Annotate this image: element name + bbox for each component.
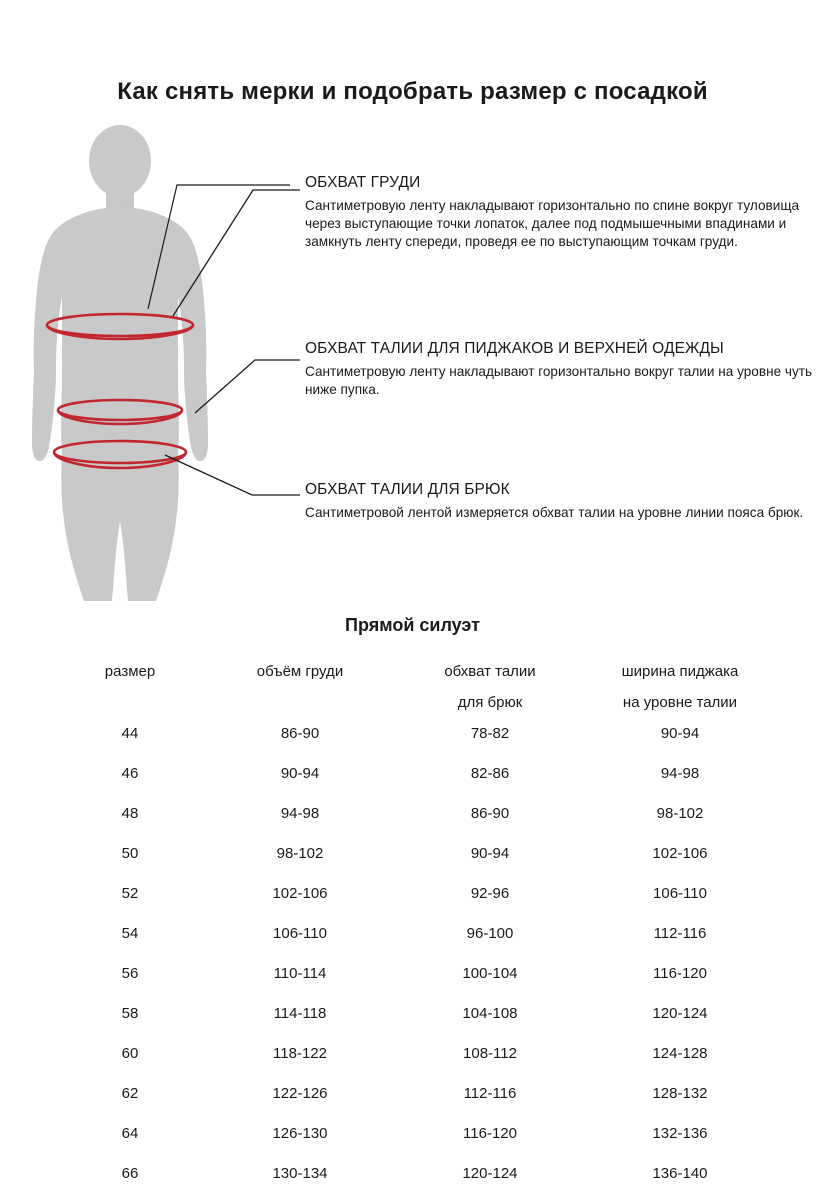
annotation-waist-trousers-text: Сантиметровой лентой измеряется обхват талии на уровне линии пояса брюк. bbox=[305, 505, 804, 520]
cell-waist: 104-108 bbox=[462, 1004, 518, 1022]
cell-waist: 90-94 bbox=[470, 844, 510, 862]
cell-chest: 94-98 bbox=[280, 804, 320, 822]
cell-jacket-width: 120-124 bbox=[652, 1004, 708, 1022]
size-table-header-row bbox=[55, 663, 775, 713]
cell-size: 46 bbox=[121, 764, 139, 782]
cell-jacket-width: 132-136 bbox=[652, 1124, 708, 1142]
header-waist bbox=[395, 663, 585, 713]
table-row bbox=[55, 1033, 775, 1073]
cell-size: 64 bbox=[121, 1124, 139, 1142]
size-table bbox=[55, 663, 775, 1193]
cell-chest: 102-106 bbox=[272, 884, 328, 902]
cell-size: 62 bbox=[121, 1084, 139, 1102]
annotation-waist-jacket-text: Сантиметровую ленту накладывают горизонтально вокруг талии на уровне чуть ниже пупка. bbox=[305, 364, 813, 398]
table-row bbox=[55, 833, 775, 873]
annotation-waist-jacket bbox=[305, 340, 815, 399]
cell-size: 50 bbox=[121, 844, 139, 862]
cell-chest: 110-114 bbox=[273, 964, 327, 982]
header-jacket-width-label: ширина пиджака bbox=[621, 663, 739, 680]
body-figure bbox=[20, 125, 290, 605]
cell-waist: 92-96 bbox=[470, 884, 510, 902]
cell-jacket-width: 102-106 bbox=[652, 844, 708, 862]
table-row bbox=[55, 873, 775, 913]
cell-waist: 78-82 bbox=[470, 724, 510, 742]
cell-chest: 98-102 bbox=[276, 844, 324, 862]
annotation-waist-trousers bbox=[305, 481, 805, 522]
cell-chest: 114-118 bbox=[273, 1004, 327, 1022]
cell-waist: 108-112 bbox=[463, 1044, 517, 1062]
annotation-chest-text: Сантиметровую ленту накладывают горизонтально по спине вокруг туловища через выступающие точки лопаток, далее под подмышечными впадинами и замкнуть ленту спереди, проведя ее по выступающим точкам груди. bbox=[305, 198, 800, 250]
size-table-body bbox=[55, 713, 775, 1193]
annotation-waist-jacket-heading: ОБХВАТ ТАЛИИ ДЛЯ ПИДЖАКОВ И ВЕРХНЕЙ ОДЕЖДЫ bbox=[305, 340, 724, 357]
size-table-head bbox=[55, 663, 775, 713]
cell-size: 52 bbox=[121, 884, 139, 902]
cell-jacket-width: 136-140 bbox=[652, 1164, 708, 1182]
annotation-waist-trousers-heading: ОБХВАТ ТАЛИИ ДЛЯ БРЮК bbox=[305, 481, 510, 498]
cell-size: 66 bbox=[121, 1164, 139, 1182]
cell-chest: 126-130 bbox=[272, 1124, 328, 1142]
cell-chest: 106-110 bbox=[273, 924, 327, 942]
table-row bbox=[55, 1073, 775, 1113]
cell-waist: 86-90 bbox=[470, 804, 510, 822]
header-waist-label: обхват талии bbox=[444, 663, 536, 680]
table-row bbox=[55, 1113, 775, 1153]
cell-jacket-width: 116-120 bbox=[653, 964, 707, 982]
cell-chest: 90-94 bbox=[280, 764, 320, 782]
cell-waist: 82-86 bbox=[470, 764, 510, 782]
cell-jacket-width: 106-110 bbox=[653, 884, 707, 902]
cell-waist: 100-104 bbox=[462, 964, 518, 982]
cell-waist: 96-100 bbox=[466, 924, 514, 942]
cell-jacket-width: 98-102 bbox=[656, 804, 704, 822]
cell-size: 56 bbox=[121, 964, 139, 982]
table-row bbox=[55, 993, 775, 1033]
header-chest bbox=[205, 663, 395, 713]
table-row bbox=[55, 753, 775, 793]
cell-waist: 120-124 bbox=[462, 1164, 518, 1182]
cell-chest: 86-90 bbox=[280, 724, 320, 742]
table-row bbox=[55, 793, 775, 833]
cell-jacket-width: 128-132 bbox=[652, 1084, 708, 1102]
cell-jacket-width: 94-98 bbox=[660, 764, 700, 782]
cell-chest: 118-122 bbox=[273, 1044, 327, 1062]
cell-size: 54 bbox=[121, 924, 139, 942]
table-row bbox=[55, 913, 775, 953]
header-size-label: размер bbox=[104, 663, 156, 680]
header-size bbox=[55, 663, 205, 713]
table-title: Прямой силуэт bbox=[345, 615, 480, 635]
table-row bbox=[55, 953, 775, 993]
header-jacket-width bbox=[585, 663, 775, 713]
cell-waist: 116-120 bbox=[463, 1124, 517, 1142]
header-waist-sub: для брюк bbox=[457, 694, 523, 711]
table-row bbox=[55, 713, 775, 753]
cell-size: 44 bbox=[121, 724, 139, 742]
header-jacket-width-sub: на уровне талии bbox=[622, 694, 738, 711]
cell-jacket-width: 112-116 bbox=[653, 924, 707, 942]
annotation-chest bbox=[305, 174, 805, 251]
cell-size: 58 bbox=[121, 1004, 139, 1022]
annotation-chest-heading: ОБХВАТ ГРУДИ bbox=[305, 174, 421, 191]
header-chest-label: объём груди bbox=[256, 663, 344, 680]
cell-size: 48 bbox=[121, 804, 139, 822]
body-silhouette bbox=[32, 125, 208, 601]
cell-jacket-width: 90-94 bbox=[660, 724, 700, 742]
page-title: Как снять мерки и подобрать размер с посадкой bbox=[117, 78, 708, 105]
cell-chest: 130-134 bbox=[272, 1164, 328, 1182]
cell-jacket-width: 124-128 bbox=[652, 1044, 708, 1062]
cell-waist: 112-116 bbox=[463, 1084, 517, 1102]
cell-chest: 122-126 bbox=[272, 1084, 328, 1102]
cell-size: 60 bbox=[121, 1044, 139, 1062]
table-row bbox=[55, 1153, 775, 1193]
